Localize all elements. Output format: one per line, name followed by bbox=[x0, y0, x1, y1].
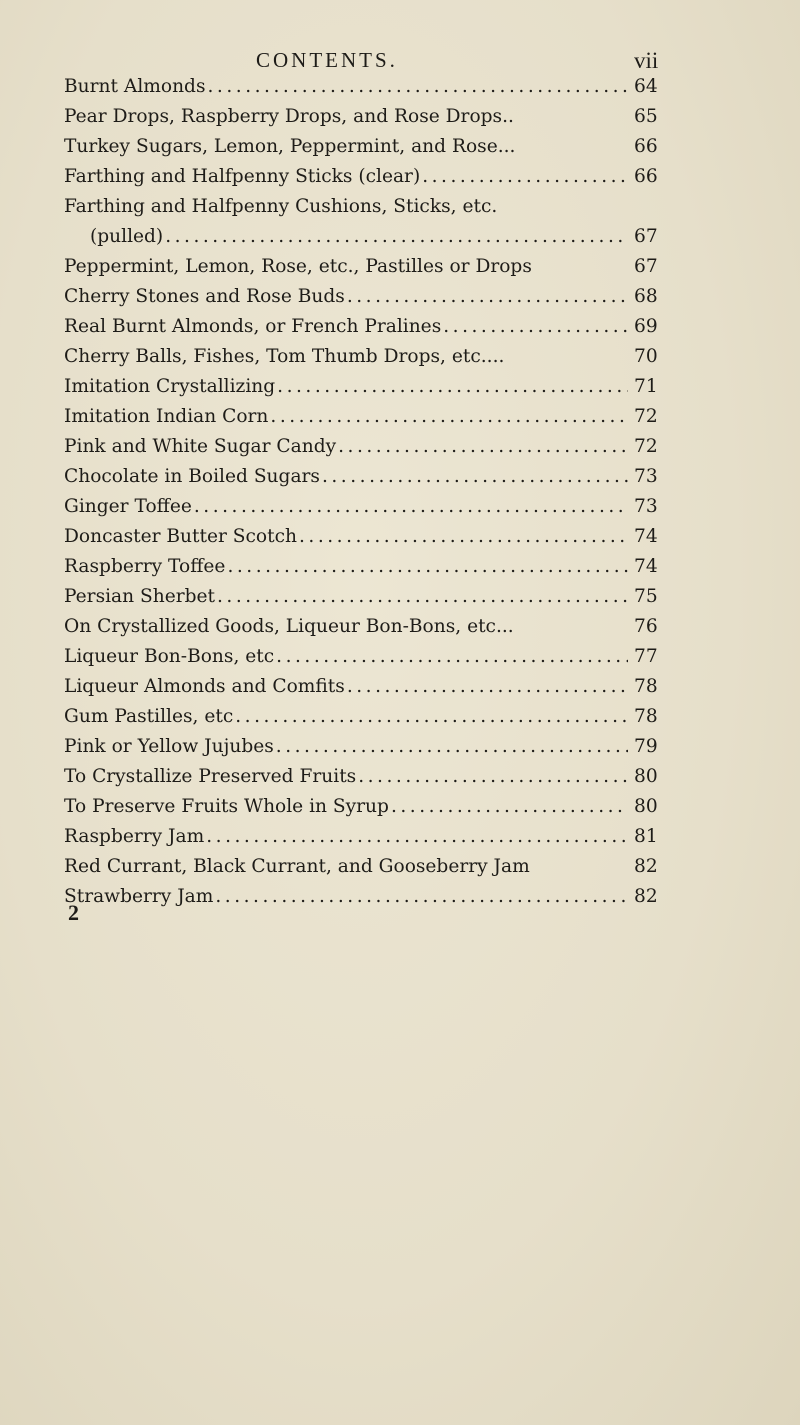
toc-entry: Pear Drops, Raspberry Drops, and Rose Drops.. 65 bbox=[64, 106, 658, 127]
toc-entry: Liqueur Bon-Bons, etc . . . 77 bbox=[64, 646, 662, 676]
toc-entry: Farthing and Halfpenny Sticks (clear) . . . 66 bbox=[64, 166, 662, 196]
toc-entry: Imitation Indian Corn . . . 72 bbox=[64, 406, 662, 436]
toc-entry: Doncaster Butter Scotch . . . 74 bbox=[64, 526, 662, 556]
toc-entry: Farthing and Halfpenny Cushions, Sticks, etc. bbox=[64, 196, 498, 217]
toc-entry: Peppermint, Lemon, Rose, etc., Pastilles or Drops 67 bbox=[64, 256, 658, 277]
toc-entry: Chocolate in Boiled Sugars . . . 73 bbox=[64, 466, 662, 496]
toc-entry: Real Burnt Almonds, or French Pralines . . . 69 bbox=[64, 316, 662, 346]
roman-page-number: vii bbox=[634, 48, 659, 73]
toc-entry: Burnt Almonds . . . 64 bbox=[64, 76, 662, 106]
toc-entry: To Crystallize Preserved Fruits . . . 80 bbox=[64, 766, 662, 796]
toc-entry: Persian Sherbet . . . 75 bbox=[64, 586, 662, 616]
toc-entry: Liqueur Almonds and Comfits . . . 78 bbox=[64, 676, 662, 706]
signature-mark: 2 bbox=[68, 900, 79, 925]
toc-entry: Pink or Yellow Jujubes . . . 79 bbox=[64, 736, 662, 766]
toc-entry: Red Currant, Black Currant, and Gooseberry Jam 82 bbox=[64, 856, 658, 877]
toc-entry: Gum Pastilles, etc . . . 78 bbox=[64, 706, 662, 736]
toc-entry: Raspberry Jam . . . 81 bbox=[64, 826, 662, 856]
toc-entry: To Preserve Fruits Whole in Syrup . . . 80 bbox=[64, 796, 662, 826]
toc-entry-continuation: (pulled) . . . 67 bbox=[90, 226, 662, 256]
page-header bbox=[0, 48, 800, 78]
toc-entry: Raspberry Toffee . . . 74 bbox=[64, 556, 662, 586]
toc-entry: Turkey Sugars, Lemon, Peppermint, and Rose... 66 bbox=[64, 136, 658, 157]
toc-entry: Cherry Stones and Rose Buds . . . 68 bbox=[64, 286, 662, 316]
toc-entry: Strawberry Jam . . . 82 bbox=[64, 886, 662, 916]
toc-entry: Imitation Crystallizing . . . 71 bbox=[64, 376, 662, 406]
toc-entry: Pink and White Sugar Candy . . . 72 bbox=[64, 436, 662, 466]
running-title: CONTENTS. bbox=[256, 48, 398, 72]
toc-entry: Ginger Toffee . . . 73 bbox=[64, 496, 662, 526]
toc-entry: On Crystallized Goods, Liqueur Bon-Bons, etc... 76 bbox=[64, 616, 658, 637]
toc-entry: Cherry Balls, Fishes, Tom Thumb Drops, etc.... 70 bbox=[64, 346, 658, 367]
